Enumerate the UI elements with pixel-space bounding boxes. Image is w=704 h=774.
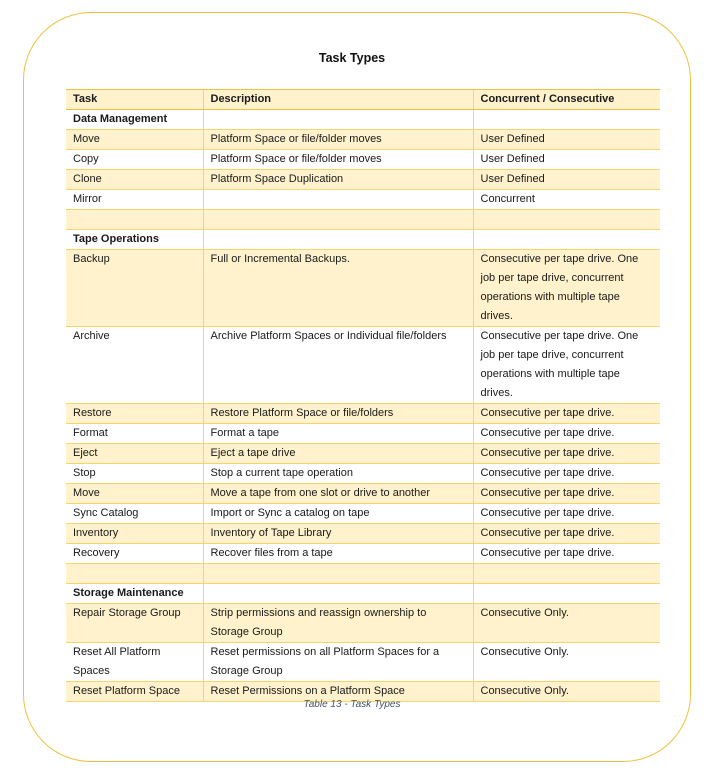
table-row: [66, 484, 660, 504]
description-cell: Recover files from a tape: [203, 544, 473, 564]
concurrency-cell: Consecutive Only.: [473, 643, 660, 682]
task-cell: Eject: [66, 444, 203, 464]
description-cell: [203, 110, 473, 130]
concurrency-cell: Consecutive Only.: [473, 604, 660, 643]
table-row: [66, 404, 660, 424]
spacer-row: [66, 564, 660, 584]
description-cell: Restore Platform Space or file/folders: [203, 404, 473, 424]
table-row: [66, 150, 660, 170]
description-cell: [203, 584, 473, 604]
empty-cell: [473, 564, 660, 584]
concurrency-cell: Consecutive per tape drive.: [473, 444, 660, 464]
table-row: [66, 464, 660, 484]
task-cell: Reset Platform Space: [66, 682, 203, 702]
header-concurrency: Concurrent / Consecutive: [473, 90, 660, 110]
table-row: [66, 524, 660, 544]
description-cell: Platform Space or file/folder moves: [203, 150, 473, 170]
task-cell: Recovery: [66, 544, 203, 564]
task-cell: Copy: [66, 150, 203, 170]
task-cell: Clone: [66, 170, 203, 190]
task-cell: Move: [66, 130, 203, 150]
concurrency-cell: User Defined: [473, 170, 660, 190]
concurrency-cell: Concurrent: [473, 190, 660, 210]
table-row: [66, 130, 660, 150]
section-label: Tape Operations: [66, 230, 203, 250]
concurrency-cell: [473, 230, 660, 250]
description-cell: Full or Incremental Backups.: [203, 250, 473, 327]
task-cell: Format: [66, 424, 203, 444]
concurrency-cell: Consecutive Only.: [473, 682, 660, 702]
concurrency-cell: Consecutive per tape drive.: [473, 464, 660, 484]
table-row: [66, 327, 660, 404]
section-row: [66, 584, 660, 604]
description-cell: Eject a tape drive: [203, 444, 473, 464]
description-cell: [203, 190, 473, 210]
table-header-row: [66, 90, 660, 110]
header-task: Task: [66, 90, 203, 110]
section-label: Data Management: [66, 110, 203, 130]
header-description: Description: [203, 90, 473, 110]
table-row: [66, 444, 660, 464]
description-cell: Move a tape from one slot or drive to another: [203, 484, 473, 504]
description-cell: Platform Space Duplication: [203, 170, 473, 190]
task-cell: Inventory: [66, 524, 203, 544]
concurrency-cell: [473, 584, 660, 604]
concurrency-cell: Consecutive per tape drive. One job per tape drive, concurrent operations with multiple tape drives.: [473, 327, 660, 404]
description-cell: Inventory of Tape Library: [203, 524, 473, 544]
concurrency-cell: Consecutive per tape drive.: [473, 404, 660, 424]
task-cell: Move: [66, 484, 203, 504]
table-row: [66, 544, 660, 564]
task-cell: Archive: [66, 327, 203, 404]
concurrency-cell: Consecutive per tape drive.: [473, 504, 660, 524]
section-row: [66, 110, 660, 130]
task-cell: Repair Storage Group: [66, 604, 203, 643]
table-caption: Table 13 - Task Types: [303, 699, 401, 710]
empty-cell: [66, 564, 203, 584]
concurrency-cell: [473, 110, 660, 130]
description-cell: Stop a current tape operation: [203, 464, 473, 484]
description-cell: Format a tape: [203, 424, 473, 444]
description-cell: Import or Sync a catalog on tape: [203, 504, 473, 524]
table-row: [66, 643, 660, 682]
concurrency-cell: Consecutive per tape drive. One job per tape drive, concurrent operations with multiple tape drives.: [473, 250, 660, 327]
table-row: [66, 604, 660, 643]
description-cell: Reset Permissions on a Platform Space: [203, 682, 473, 702]
description-cell: [203, 230, 473, 250]
concurrency-cell: Consecutive per tape drive.: [473, 544, 660, 564]
table-row: [66, 250, 660, 327]
concurrency-cell: User Defined: [473, 130, 660, 150]
page-title: Task Types: [318, 51, 386, 65]
description-cell: Archive Platform Spaces or Individual file/folders: [203, 327, 473, 404]
empty-cell: [66, 210, 203, 230]
concurrency-cell: User Defined: [473, 150, 660, 170]
concurrency-cell: Consecutive per tape drive.: [473, 484, 660, 504]
description-cell: Platform Space or file/folder moves: [203, 130, 473, 150]
task-cell: Restore: [66, 404, 203, 424]
description-cell: Strip permissions and reassign ownership to Storage Group: [203, 604, 473, 643]
task-types-table: [66, 89, 660, 702]
task-cell: Backup: [66, 250, 203, 327]
task-cell: Sync Catalog: [66, 504, 203, 524]
spacer-row: [66, 210, 660, 230]
section-label: Storage Maintenance: [66, 584, 203, 604]
task-cell: Mirror: [66, 190, 203, 210]
empty-cell: [203, 210, 473, 230]
table-row: [66, 504, 660, 524]
concurrency-cell: Consecutive per tape drive.: [473, 424, 660, 444]
empty-cell: [473, 210, 660, 230]
section-row: [66, 230, 660, 250]
empty-cell: [203, 564, 473, 584]
task-cell: Stop: [66, 464, 203, 484]
table-row: [66, 170, 660, 190]
table-row: [66, 190, 660, 210]
task-cell: Reset All Platform Spaces: [66, 643, 203, 682]
table-row: [66, 424, 660, 444]
concurrency-cell: Consecutive per tape drive.: [473, 524, 660, 544]
description-cell: Reset permissions on all Platform Spaces for a Storage Group: [203, 643, 473, 682]
